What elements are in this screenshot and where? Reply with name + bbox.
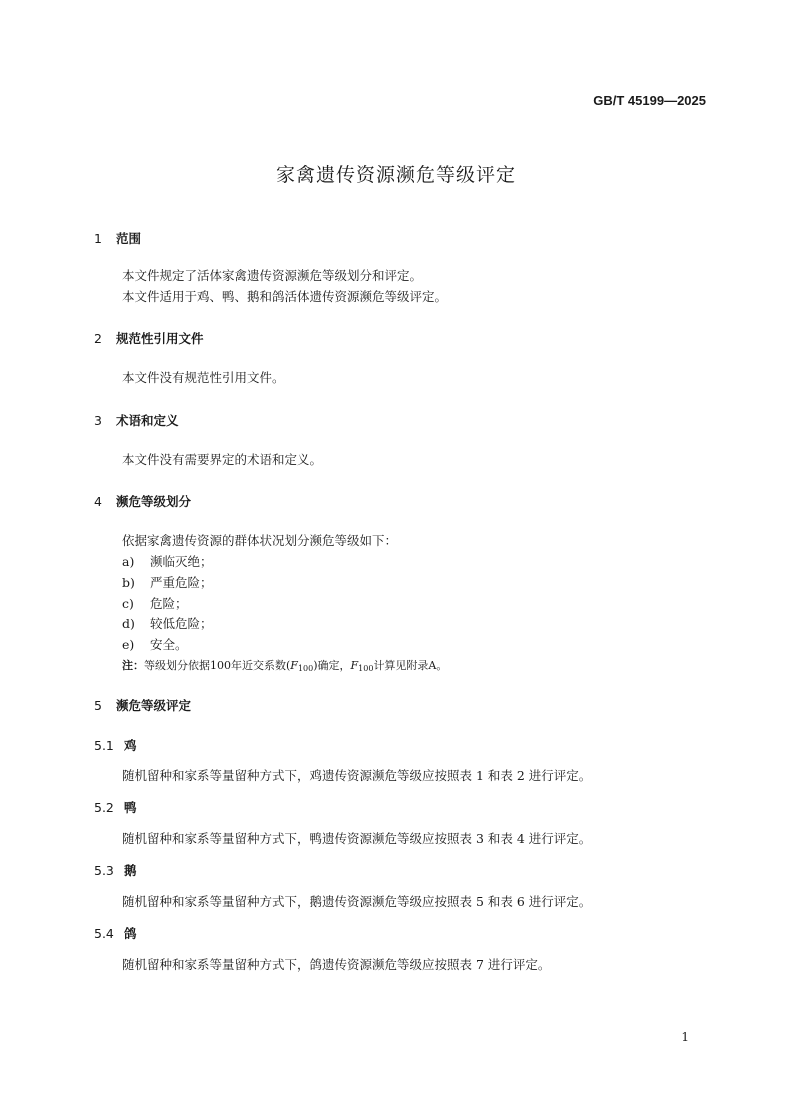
list-text: 严重危险； [150, 575, 213, 590]
formula-symbol: F [290, 659, 298, 672]
list-item [122, 594, 188, 612]
note-text: 等级划分依据100年近交系数( [144, 659, 291, 672]
subsection-number: 5.4 [94, 926, 114, 941]
paragraph: 本文件规定了活体家禽遗传资源濒危等级划分和评定。 [122, 268, 423, 283]
paragraph: 随机留种和家系等量留种方式下，鸽遗传资源濒危等级应按照表 7 进行评定。 [122, 957, 551, 972]
section-title: 濒危等级划分 [116, 494, 192, 509]
note-label: 注： [122, 659, 144, 672]
subsection-heading [94, 736, 137, 754]
section-2-heading [94, 329, 204, 347]
subsection-title: 鸽 [124, 926, 137, 941]
subsection-heading [94, 798, 137, 816]
subsection-number: 5.2 [94, 800, 114, 815]
note [122, 657, 447, 673]
list-item [122, 552, 213, 570]
section-number: 1 [94, 231, 102, 246]
paragraph: 本文件没有需要界定的术语和定义。 [122, 452, 323, 467]
subsection-title: 鸭 [124, 800, 137, 815]
paragraph: 本文件没有规范性引用文件。 [122, 370, 285, 385]
note-text: )确定， [313, 659, 351, 672]
list-marker: e) [122, 637, 135, 652]
section-title: 术语和定义 [116, 413, 179, 428]
subsection-heading [94, 924, 137, 942]
list-text: 危险； [150, 596, 188, 611]
subsection-number: 5.1 [94, 738, 114, 753]
subsection-title: 鸡 [124, 738, 137, 753]
section-title: 濒危等级评定 [116, 698, 192, 713]
list-marker: d) [122, 616, 135, 631]
section-number: 3 [94, 413, 102, 428]
section-1-heading [94, 229, 141, 247]
section-number: 4 [94, 494, 102, 509]
standard-code: GB/T 45199—2025 [593, 93, 706, 108]
section-5-heading [94, 696, 191, 714]
formula-subscript: 100 [358, 664, 374, 673]
list-item [122, 635, 188, 653]
list-item [122, 614, 213, 632]
subsection-title: 鹅 [124, 863, 137, 878]
section-3-heading [94, 411, 179, 429]
list-text: 濒临灭绝； [150, 554, 213, 569]
paragraph: 随机留种和家系等量留种方式下，鸭遗传资源濒危等级应按照表 3 和表 4 进行评定。 [122, 831, 592, 846]
note-text: 计算见附录A。 [373, 659, 448, 672]
section-4-heading [94, 492, 191, 510]
paragraph: 随机留种和家系等量留种方式下，鸡遗传资源濒危等级应按照表 1 和表 2 进行评定。 [122, 768, 592, 783]
formula-subscript: 100 [297, 664, 314, 673]
list-text: 安全。 [150, 637, 188, 652]
section-number: 5 [94, 698, 102, 713]
list-marker: a) [122, 554, 135, 569]
list-marker: c) [122, 596, 134, 611]
page-number: 1 [681, 1030, 689, 1044]
list-item [122, 573, 213, 591]
formula-symbol: F [350, 659, 359, 672]
paragraph: 依据家禽遗传资源的群体状况划分濒危等级如下： [122, 533, 398, 548]
list-marker: b) [122, 575, 135, 590]
section-title: 范围 [116, 231, 142, 246]
paragraph: 本文件适用于鸡、鸭、鹅和鸽活体遗传资源濒危等级评定。 [122, 289, 448, 304]
subsection-heading [94, 861, 137, 879]
list-text: 较低危险； [150, 616, 213, 631]
section-number: 2 [94, 331, 102, 346]
section-title: 规范性引用文件 [116, 331, 204, 346]
subsection-number: 5.3 [94, 863, 114, 878]
paragraph: 随机留种和家系等量留种方式下，鹅遗传资源濒危等级应按照表 5 和表 6 进行评定。 [122, 894, 592, 909]
document-title: 家禽遗传资源濒危等级评定 [275, 164, 516, 186]
